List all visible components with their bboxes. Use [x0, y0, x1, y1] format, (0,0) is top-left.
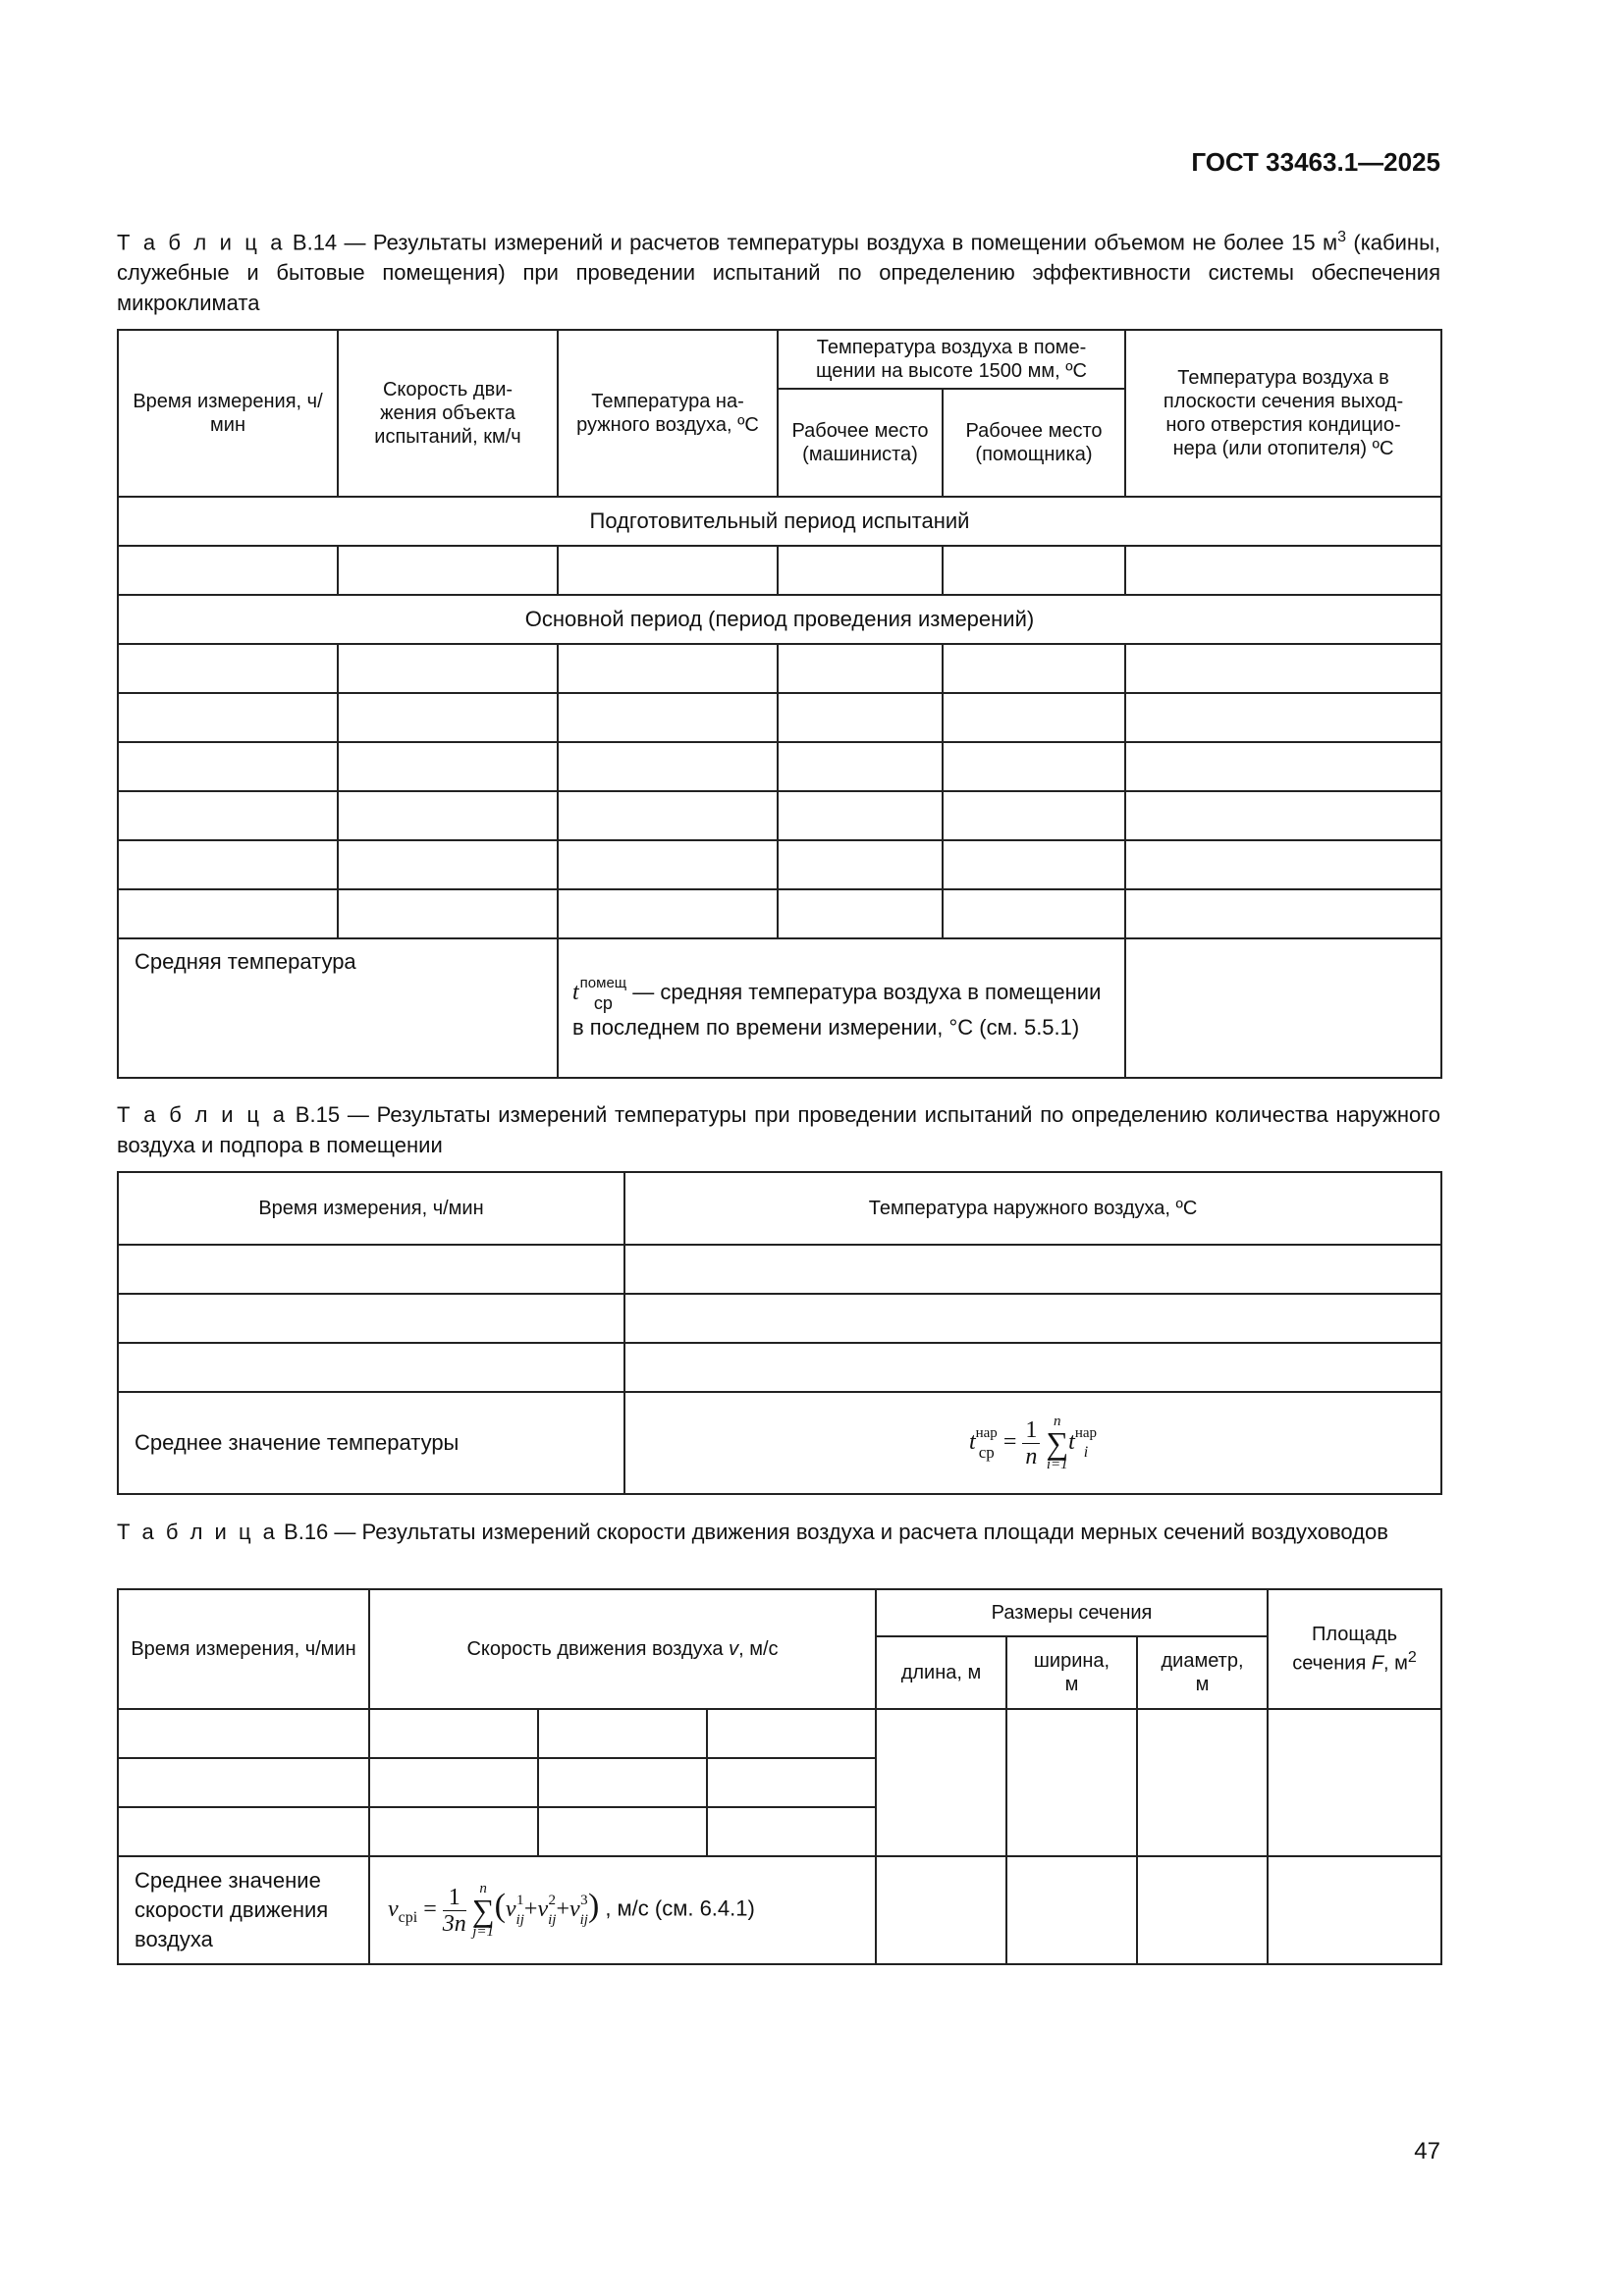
table-row: [118, 742, 1441, 791]
section-preparatory: Подготовительный период испытаний: [118, 497, 1441, 546]
header-time: Время измерения, ч/мин: [118, 330, 338, 497]
header-time: Время измерения, ч/мин: [118, 1172, 624, 1245]
header-outlet-temp: Температура воздуха в плоскости сечения выходного отверстия кондиционера (или отопителя) ºС: [1125, 330, 1441, 497]
table-row: [118, 693, 1441, 742]
average-temperature-description: t помещ ср — средняя температура воздуха в помещении в последнем по времени измерении, °С (см. 5.5.1): [558, 938, 1125, 1078]
table-row: [118, 1245, 1441, 1294]
table-16-caption: Т а б л и ц а В.16 — Результаты измерений скорости движения воздуха и расчета площади мерных сечений воздуховодов: [117, 1520, 1388, 1544]
document-id: ГОСТ 33463.1—2025: [1191, 147, 1440, 177]
table-row: [118, 889, 1441, 938]
header-room-temp-group: Температура воздуха в помещении на высоте 1500 мм, ºС: [778, 330, 1125, 389]
header-width: ширина, м: [1006, 1636, 1137, 1709]
table-row: [118, 1343, 1441, 1392]
header-length: длина, м: [876, 1636, 1006, 1709]
header-assistant-place: Рабочее место (помощника): [943, 389, 1125, 497]
header-speed: Скорость движения объекта испытаний, км/ч: [338, 330, 558, 497]
table-row: [118, 791, 1441, 840]
section-main: Основной период (период проведения измерений): [118, 595, 1441, 644]
average-temperature-label: Среднее значение температуры: [118, 1392, 624, 1494]
header-outdoor-temp: Температура наружного воздуха, ºС: [558, 330, 778, 497]
table-label: Т а б л и ц а: [117, 1520, 278, 1544]
table-label: Т а б л и ц а: [117, 1102, 288, 1127]
table-14: [117, 329, 1442, 1079]
table-row: [118, 1709, 1441, 1758]
average-air-speed-formula: $v_{срi}$ = $\frac{1}{3n}$ n ∑ j=1 (v 1 ij +v 2 ij +v 3 ij ) , м/с (см. 6.4.1): [369, 1856, 876, 1964]
header-time: Время измерения, ч/мин: [118, 1589, 369, 1709]
table-16: [117, 1588, 1442, 1965]
average-temperature-label: Средняя температура: [118, 938, 558, 1078]
table-15-caption: Т а б л и ц а В.15 — Результаты измерений температуры при проведении испытаний по определению количества наружного воздуха и подпора в помещении: [117, 1102, 1440, 1157]
table-label: Т а б л и ц а: [117, 230, 286, 255]
header-section-sizes: Размеры сечения: [876, 1589, 1268, 1636]
table-14-caption: Т а б л и ц а В.14 — Результаты измерений и расчетов температуры воздуха в помещении объемом не более 15 $м^3$ (кабины, служебные и бытовые помещения) при проведении испытаний по определению эффективности системы обеспечения микроклимата: [117, 229, 1440, 316]
header-outdoor-temp: Температура наружного воздуха, ºС: [624, 1172, 1441, 1245]
header-air-speed: Скорость движения воздуха v, м/с: [369, 1589, 876, 1709]
table-row: [118, 644, 1441, 693]
header-driver-place: Рабочее место (машиниста): [778, 389, 943, 497]
average-temperature-formula: t нар ср = $\frac{1}{n}$ n ∑ i=1 t нар i: [624, 1392, 1441, 1494]
header-diameter: диаметр, м: [1137, 1636, 1268, 1709]
table-15: [117, 1171, 1442, 1495]
table-row: [118, 1294, 1441, 1343]
table-row: [118, 546, 1441, 595]
page-number: 47: [1414, 2138, 1440, 2164]
header-section-area: Площадь сечения F, $м^2$: [1268, 1589, 1441, 1709]
average-air-speed-label: Среднее значение скорости движения воздуха: [118, 1856, 369, 1964]
table-row: [118, 840, 1441, 889]
